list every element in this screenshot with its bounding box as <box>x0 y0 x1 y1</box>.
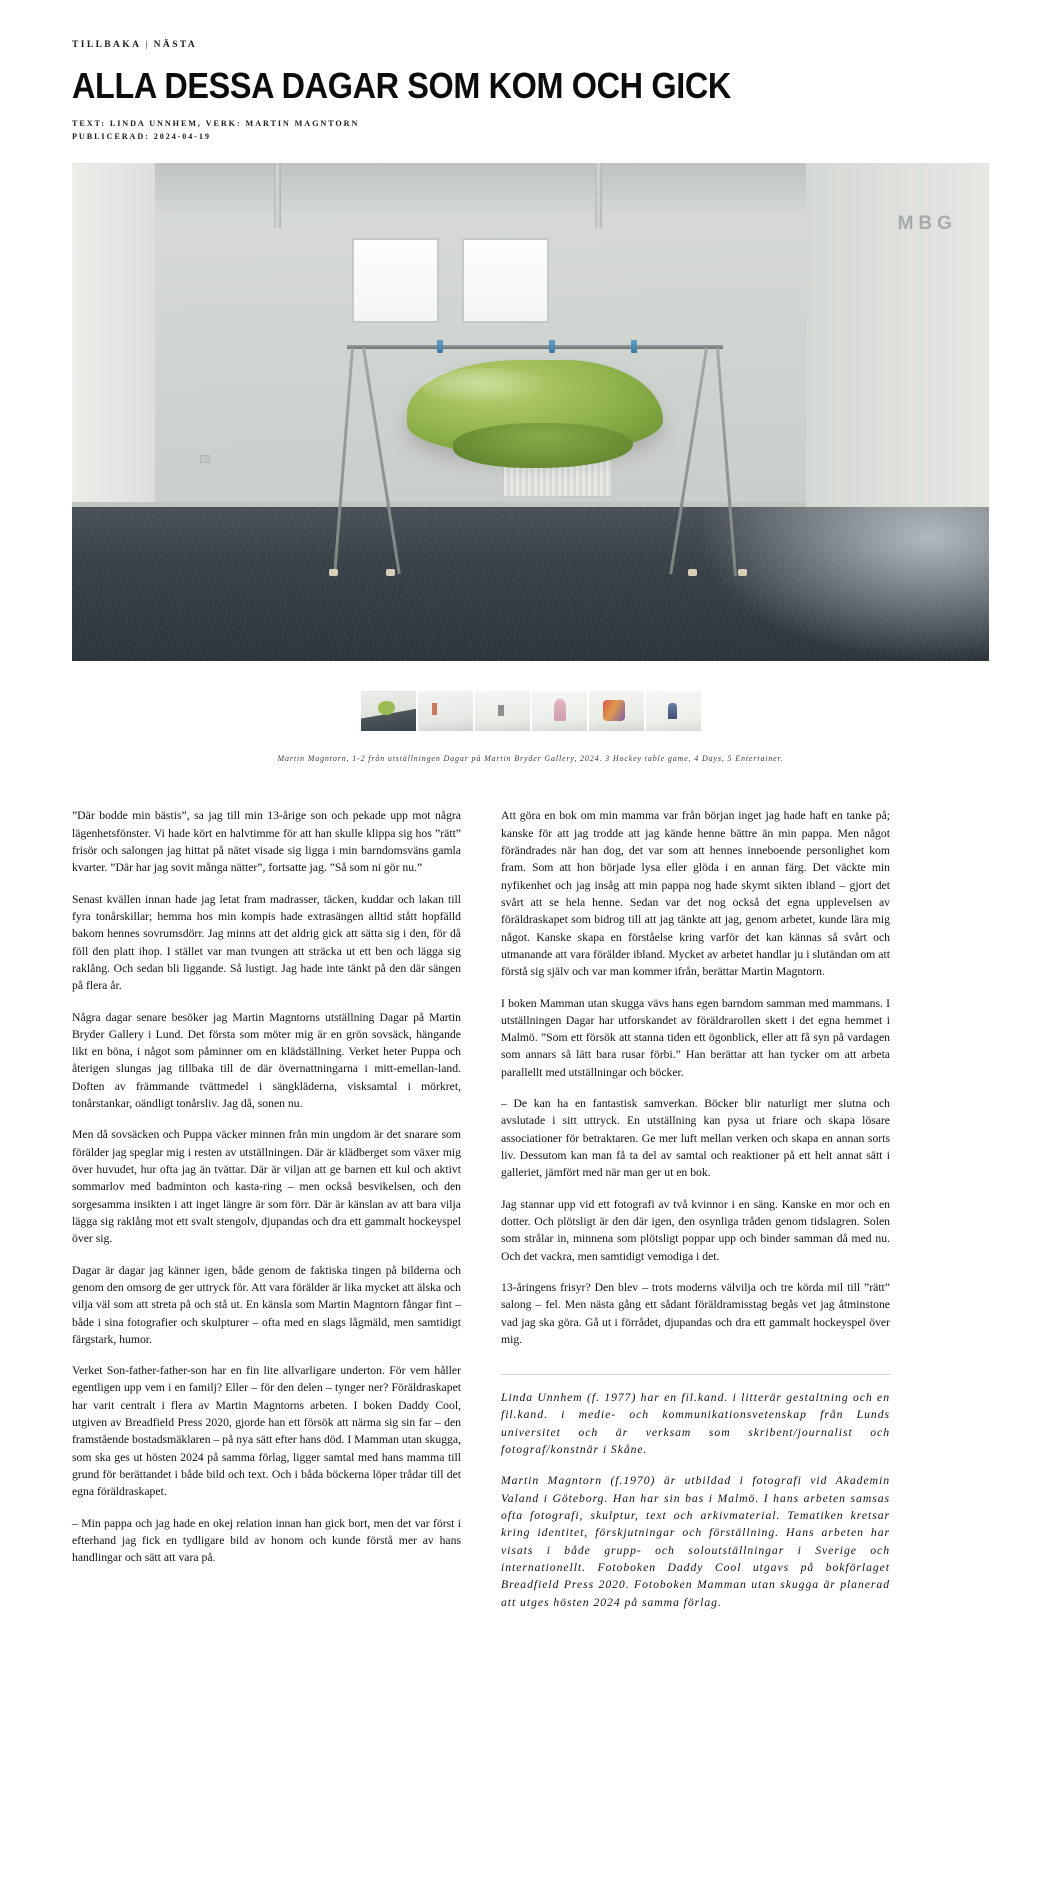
paragraph: Några dagar senare besöker jag Martin Magntorns utställning Dagar på Martin Bryder Gallery i Lund. Det första som möter mig är en grön sovsäck, hängande likt en böna, i något som påminner om en klädställning. Verket heter Puppa och återigen slungas jag tillbaka till de där övernattningarna i mitt-emellan-land. Doften av främmande tvättmedel i sängkläderna, visksamtal i mörkret, tonårstankar, oändligt tonårsliv. Jag då, sonen nu. <box>72 1010 461 1111</box>
paragraph: Att göra en bok om min mamma var från början inget jag hade haft en tanke på; kanske för att jag trodde att jag kände henne bättre än min pappa. Men något förändrades när han dog, det var som att hennes inneboende personlighet kom fram. Som att hon började lysa eller glöda i en annan färg. Det väckte min nyfikenhet och jag insåg att min pappa nog hade skymt sikten ibland – gjort det svårt att se hela henne. Sedan var det nog också det egna upplevelsen av föräldraskapet som bidrog till att jag tänkte att jag, genom arbetet, kunde lära mig något. Kanske skapa en förståelse kring varför det kan kännas så svårt och utmanande att vara förälder ibland. Mycket av arbetet handlar ju i slutändan om att förstå sig själv och var man kommer ifrån, berättar Martin Magntorn. <box>501 809 890 979</box>
author-bio-writer: Linda Unnhem (f. 1977) har en fil.kand. i litterär gestaltning och en fil.kand. i medie- och kommunikationsvetenskap från Lunds universitet och är verksam som skribent/journalist och fotograf/konstnär i Skåne. <box>501 1391 890 1457</box>
paragraph: Senast kvällen innan hade jag letat fram madrasser, täcken, kuddar och lakan till fyra tonårskillar; hemma hos min kompis hade extrasängen alltid stått hopfälld bakom hennes sovrumsdörr. Jag minns att det aldrig gick att sätta sig i den, för då föll den platt ihop. I stället var man tvungen att sträcka ut ett ben och lägga sig raklång. Och sedan bli liggande. Så lustigt. Jag hade inte tänkt på den där sängen på flera år. <box>72 892 461 993</box>
author-bio-artist: Martin Magntorn (f.1970) är utbildad i fotografi vid Akademin Valand i Göteborg. Han har sin bas i Malmö. I hans arbeten samsas ofta fotografi, skulptur, text och arkivmaterial. Tematiken kretsar kring identitet, förskjutningar och förställning. Hans arbeten har visats i både grupp- och soloutställningar i Sverige och internationellt. Fotoboken Daddy Cool utgavs på bokförlaget Breadfield Press 2020. Fotoboken Mamman utan skugga är planerad att utges hösten 2024 på samma förlag. <box>501 1474 890 1609</box>
paragraph: – Min pappa och jag hade en okej relation innan han gick bort, men det var först i efterhand jag fick en tydligare bild av honom och kunde förstå mer av hans handlingar och sätt att vara på. <box>72 1516 461 1565</box>
paragraph: Verket Son-father-father-son har en fin lite allvarligare underton. För vem håller egentligen upp vem i en familj? Eller – för den delen – tynger ner? Föräldraskapet har varit centralt i flera av Martin Magntorns arbeten. I boken Daddy Cool, utgiven av Breadfield Press 2020, gjorde han ett försök att närma sig sin far – den framstående bostadsmäklaren – på nya sätt efter hans död. I Mamman utan skugga, som ska ges ut hösten 2024 på samma förlag, ligger samtal med hans mamma till grund för berättandet i både bild och text. Och i båda böckerna löper trådar till det egna föräldraskapet. <box>72 1364 461 1499</box>
clothes-peg-2-icon <box>549 340 555 353</box>
hero-image[interactable] <box>72 163 989 661</box>
green-sleeping-bag-sculpture <box>407 360 664 455</box>
clothes-rack-bar <box>347 345 723 349</box>
bio-divider <box>501 1374 890 1375</box>
article-nav <box>72 0 989 50</box>
byline-credits: TEXT: LINDA UNNHEM, VERK: MARTIN MAGNTORN <box>72 119 360 128</box>
window-right <box>462 238 549 323</box>
wall-gallery-logo: MBG <box>897 213 957 235</box>
page-title: ALLA DESSA DAGAR SOM KOM OCH GICK <box>72 65 731 106</box>
thumbnail-1[interactable] <box>361 691 416 731</box>
paragraph: I boken Mamman utan skugga vävs hans egen barndom samman med mammans. I utställningen Dagar har utforskandet av föräldrarollen skett i det egna hemmet i Malmö. ”Som ett försök att stanna tiden ett ögonblick, eller att få syn på vardagen som annars så lätt bara rusar förbi.” Han berättar att han tycker om att arbeta parallellt med utställningar och böcker. <box>501 996 890 1079</box>
paragraph: – De kan ha en fantastisk samverkan. Böcker blir naturligt mer slutna och avslutade i sitt uttryck. En utställning kan pysa ut friare och skapa lösare associationer för betraktaren. Ge mer luft mellan verken och skapa en annan sorts liv. Dessutom kan man få ta del av samtal och reaktioner på ett helt annat sätt i galleriet, jämfört med när man ger ut en bok. <box>501 1097 890 1180</box>
thumbnail-strip <box>72 691 989 731</box>
ceiling-pipe-right-icon <box>595 163 602 228</box>
byline <box>72 118 989 143</box>
wall-outlet-icon <box>200 455 210 463</box>
paragraph: Men då sovsäcken och Puppa väcker minnen från min ungdom är det snarare som förälder jag speglar mig i resten av utställningen. Där är klädberget som växer mig över huvudet, hur ofta jag än tvättar. Där är viljan att ge barnen ett kul och aktivt sommarlov med badminton och kasta-ring – men också besvikelsen, och den sorgesamma insikten i att inget längre är som förr. Där är känslan av att bara vilja lägga sig raklång mot ett svalt stengolv, djupandas och dra ett gammalt hockeyspel över sig. <box>72 1128 461 1246</box>
floor-light-pool <box>696 507 989 661</box>
rack-foot-2 <box>386 569 395 576</box>
gallery-left-wall <box>72 163 155 551</box>
body-column-right <box>501 807 890 1625</box>
paragraph: Jag stannar upp vid ett fotografi av två kvinnor i en säng. Kanske en mor och en dotter. Och plötsligt är den där igen, den osynliga tråden genom tidslagren. Solen som strålar in, minnena som plötsligt poppar upp och binder samman då med nu. Och det vackra, men samtidigt vemodiga i det. <box>501 1197 890 1263</box>
nav-link-next[interactable]: NÄSTA <box>153 40 198 50</box>
byline-published: PUBLICERAD: 2024-04-19 <box>72 131 211 141</box>
clothes-peg-1-icon <box>437 340 443 353</box>
nav-link-back[interactable]: TILLBAKA <box>72 40 142 50</box>
thumbnail-4[interactable] <box>532 691 587 731</box>
body-column-left <box>72 807 461 1625</box>
hero-image-wrapper <box>72 163 989 661</box>
paragraph: 13-åringens frisyr? Den blev – trots moderns välvilja och tre körda mil till ”rätt” salong – fel. Men nästa gång ett sådant föräldramisstag begås vet jag åtminstone vad jag ska göra. Gå ut i förrådet, djupandas och dra ett gammalt hockeyspel över mig. <box>501 1280 890 1346</box>
paragraph: ”Där bodde min bästis”, sa jag till min 13-årige son och pekade upp mot några lägenhetsfönster. Vi hade kört en halvtimme för att han skulle klippa sig hos ”rätt” frisör och salongen jag hittat på nätet visade sig ligga i min barndomsväns gamla kvarter. ”Där har jag sovit många nätter”, fortsatte jag. ”Så som ni gör nu.” <box>72 809 461 875</box>
image-caption: Martin Magntorn, 1-2 från utställningen Dagar på Martin Bryder Gallery, 2024. 3 Hockey table game, 4 Days, 5 Entertainer. <box>277 754 784 764</box>
paragraph: Dagar är dagar jag känner igen, både genom de faktiska tingen på bilderna och genom den omsorg de ger uttryck för. Att vara förälder är lika mycket att älska och vilja väl som att streta på och stå ut. En känsla som Martin Magntorn fångar fint – både i sina fotografier och skulpturer – ofta med en slags lågmäld, men samtidigt färgstark, humor. <box>72 1263 461 1346</box>
rack-foot-4 <box>738 569 747 576</box>
thumbnail-3[interactable] <box>475 691 530 731</box>
ceiling-pipe-left-icon <box>274 163 281 228</box>
window-left <box>352 238 439 323</box>
thumbnail-6[interactable] <box>646 691 701 731</box>
clothes-peg-3-icon <box>631 340 637 353</box>
rack-foot-3 <box>688 569 697 576</box>
thumbnail-2[interactable] <box>418 691 473 731</box>
rack-foot-1 <box>329 569 338 576</box>
thumbnail-5[interactable] <box>589 691 644 731</box>
nav-separator: | <box>145 40 150 50</box>
article-body <box>72 807 989 1685</box>
